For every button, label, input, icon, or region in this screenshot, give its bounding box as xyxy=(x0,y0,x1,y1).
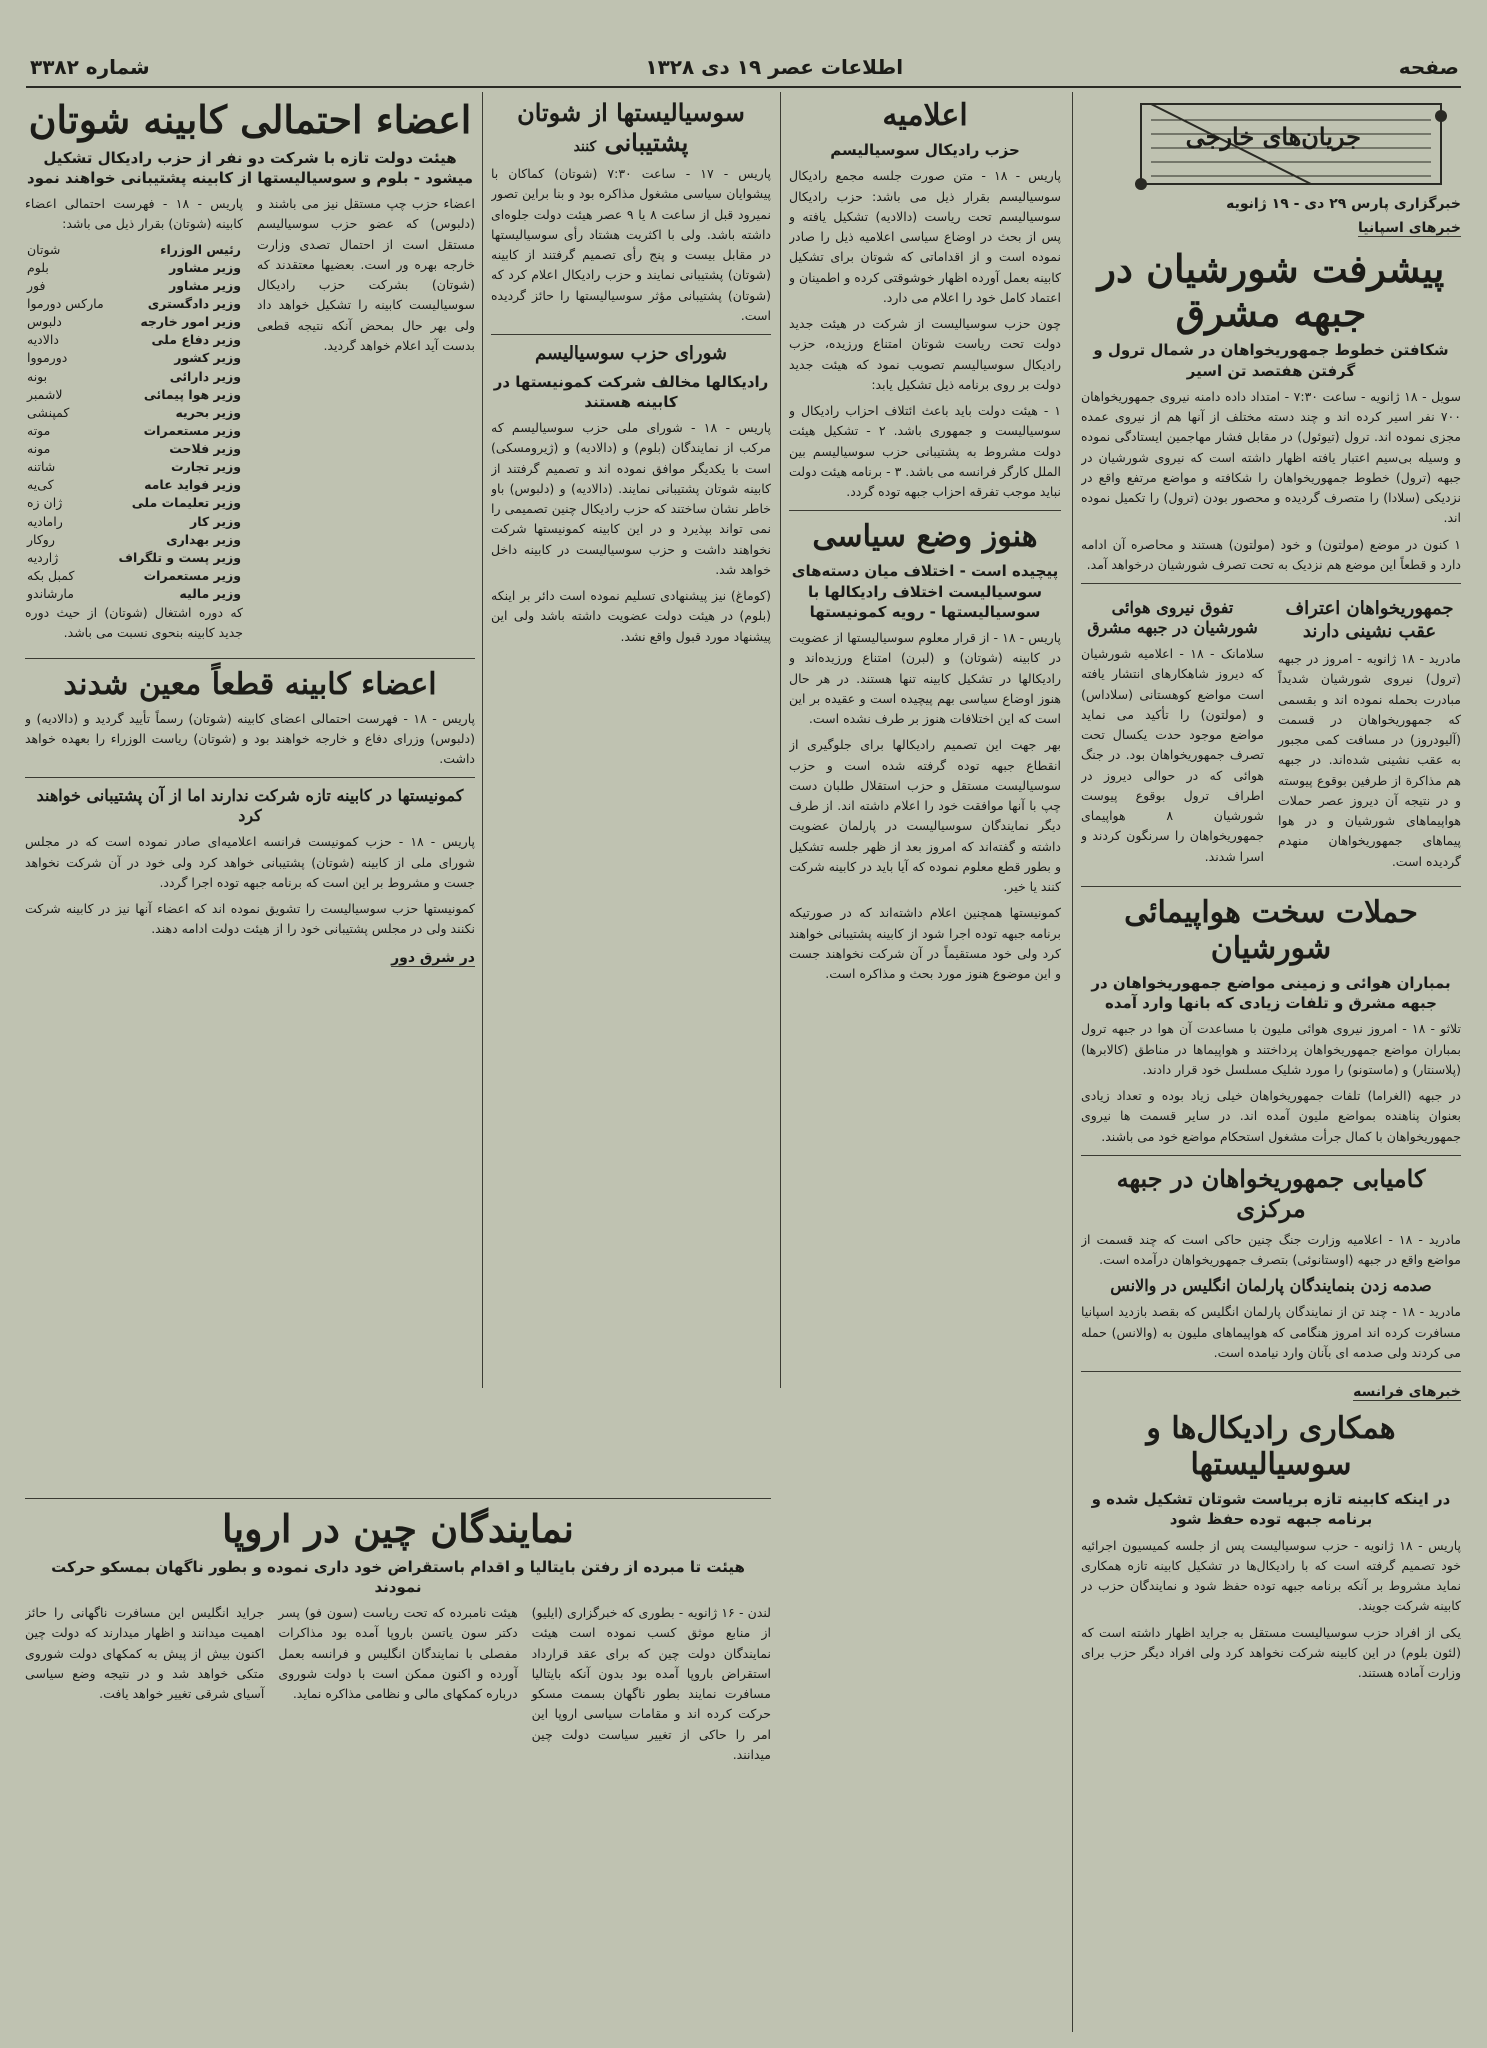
article-body: لندن - ۱۶ ژانویه - بطوری که خبرگزاری (ایلیو) از منابع موثق کسب نموده است هیئت نمایندگان دولت چین که برای عقد قرارداد استقراض باروپا آمده بود بدون آنکه بایتالیا مسافرت نمایند بطور ناگهان بسمت مسکو حرکت کرده اند و مقامات سیاسی اروپا این امر را حاکی از تغییر سیاست دولت چین میدانند. xyxy=(531,1605,771,1762)
article-body: هیئت نامبرده که تحت ریاست (سون فو) پسر دکتر سون یاتسن باروپا آمده بود مذاکرات مفصلی با نمایندگان انگلیس و فرانسه بعمل آورده و اکنون ممکن است با دولت شوروی درباره کمکهای مالی و نظامی مذاکره نماید. xyxy=(278,1605,518,1702)
divider xyxy=(491,334,771,335)
article-body: مادرید - ۱۸ - چند تن از نمایندگان پارلمان انگلیس که بقصد بازدید اسپانیا مسافرت کرده اند امروز هنگامی که هواپیماهای ملیون به (والانس) حمله می کردند ولی صدمه ای بآنان وارد نیامده است. xyxy=(1081,1304,1461,1360)
article-body: که دوره اشتغال (شوتان) از حیث دوره جدید کابینه بنحوی نسبت می باشد. xyxy=(25,605,243,641)
article-body: پاریس - ۱۸ - متن صورت جلسه مجمع رادیکال سوسیالیسم بقرار ذیل می باشد: حزب رادیکال سوسیالیسم تحت ریاست (دالادیه) تشکیل یافته و پس از بحث در اوضاع سیاسی اعلامیه ذیل را صادر نموده است و از اقداماتی که شوتان برای تشکیل کابینه بعمل آورده اظهار خوشوقتی کرده و اطمینان و اعتماد کامل خود را اعلام می دارد. xyxy=(789,168,1061,305)
divider xyxy=(25,658,475,659)
roster-role: وزیر مالیه xyxy=(179,586,241,602)
roster-row xyxy=(25,349,243,367)
article-body: کمونیستها همچنین اعلام داشته‌اند که در صورتیکه برنامه جبهه توده اجرا شود از کابینه پشتیبانی خواهند کرد ولی خود مستقیماً در آن شرکت نخواهند جست و این موضوع هنوز مورد بحث و مذاکره است. xyxy=(789,905,1061,981)
article-body: سلامانک - ۱۸ - اعلامیه شورشیان که دیروز شاهکارهای انتشار یافته است مواضع کوهستانی (سلاداس) و (مولتون) را تأکید می نماید مواضع موجود حدت یکسال تحت تصرف جمهوریخواهان بود. در جنگ هوائی که در حوالی دیروز در اطراف ترول بوقوع پیوست شورشیان ۸ هواپیمای جمهوریخواهان را سرنگون کردند و اسرا شدند. xyxy=(1081,646,1264,864)
roster-member: بونه xyxy=(27,368,48,384)
roster-member: کمبل بکه xyxy=(27,567,75,583)
roster-member: روکار xyxy=(27,531,55,547)
roster-role: وزیر تجارت xyxy=(171,459,241,475)
roster-role: وزیر بحریه xyxy=(175,404,241,420)
china-delegation-block xyxy=(25,1490,771,2030)
headline-china-delegation: نمایندگان چین در اروپا xyxy=(222,1506,574,1551)
divider xyxy=(1081,1155,1461,1156)
article-body: (کوماغ) نیز پیشنهادی تسلیم نموده است دائر بر اینکه (بلوم) در هیئت دولت عضویت داشته باشد ولی این پیشنهاد مورد قبول واقع نشد. xyxy=(491,588,771,644)
roster-role: وزیر بهداری xyxy=(166,531,241,547)
article-body: بهر جهت این تصمیم رادیکالها برای جلوگیری از انقطاع جبهه توده گرفته شده است و حزب سوسیالیست مستقل و حزب استقلال طلبان دست چپ با آنها موافقت خود را اعلام داشته اند. از طرف دیگر نمایندگان سوسیالیست در پارلمان عضویت داشته و گفته‌اند که امروز بعد از ظهر جلسه تشکیل و بطور قطع معلوم نموده که آیا باید در کابینه شرکت کنند یا خیر. xyxy=(789,737,1061,894)
subhead-radicals-socialists: در اینکه کابینه تازه بریاست شوتان تشکیل شده و برنامه جبهه توده حفظ شود xyxy=(1091,1490,1451,1529)
headline-socialist-council: شورای حزب سوسیالیسم xyxy=(534,343,728,364)
subhead-declaration: حزب رادیکال سوسیالیسم xyxy=(830,141,1020,159)
roster-role: وزیر مشاور xyxy=(169,277,241,293)
roster-role: وزیر تعلیمات ملی xyxy=(131,495,241,511)
headline-air-attacks: حملات سخت هواپیمائی شورشیان xyxy=(1124,894,1418,966)
article-body: پاریس - ۱۸ - فهرست احتمالی اعضاء کابینه (شوتان) بقرار ذیل می باشد: xyxy=(25,196,243,232)
roster-member: فور xyxy=(27,277,46,293)
column-cabinet xyxy=(25,92,475,1472)
issue-number: شماره ۳۳۸۲ xyxy=(30,55,150,79)
headline-eastern-front: پیشرفت شورشیان در جبهه مشرق xyxy=(1097,246,1445,335)
roster-member: کی‌یه xyxy=(27,477,54,493)
roster-member: موته xyxy=(27,422,51,438)
headline-political-situation: هنوز وضع سیاسی xyxy=(812,519,1038,555)
article-body: یکی از افراد حزب سوسیالیست مستقل به جراید اظهار داشته است که (لئون بلوم) در این کابینه شرکت نخواهد کرد ولی افراد دیگر حزب برای وزارت آماده هستند. xyxy=(1081,1624,1461,1681)
article-body: سویل - ۱۸ ژانویه - ساعت ۷:۳۰ - امتداد داده دامنه نیروی جمهوریخواهان ۷۰۰ نفر اسیر کرده اند و چند دسته مختلف از آنها هم از نیروی عمده مجزی نموده اند. ترول (تیوئول) در مقابل فشار مهاجمین ایستادگی نموده و وسیله بی‌سیم اعتبار یافته اظهار داشته است که نیروی شورشیان در جبهه (ترول) خطوط جمهوریخواهان را شکافته و مواضع مرتفع واقع در نزدیکی (سلادا) را متصرف گردیده و محصور بودن (ترول) را تکمیل نموده اند. xyxy=(1081,388,1461,526)
article-body: اعضاء حزب چپ مستقل نیز می باشند و (دلبوس) که عضو حزب سوسیالیسم مستقل است از احتمال تصدی وزارت خارجه بهره ور است. بعضیها معتقدند که (شوتان) بشرکت حزب رادیکال سوسیالیست کابینه را تشکیل خواهد داد ولی بهر حال بمحض آنکه نتیجه قطعی بدست آید اعلام خواهد گردید. xyxy=(257,196,475,353)
roster-row xyxy=(25,241,243,259)
section-label-spain: خبرهای اسپانیا xyxy=(1358,220,1461,236)
roster-row xyxy=(25,567,243,585)
roster-member: مارشاندو xyxy=(27,586,74,602)
column-rule xyxy=(1072,92,1073,2032)
subhead-political-situation: پیچیده است - اختلاف میان دسته‌های سوسیالیست اختلاف رادیکالها با سوسیالیستها - رویه کمونیستها xyxy=(791,562,1059,621)
roster-role: رئیس الوزراء xyxy=(160,241,241,257)
roster-role: وزیر مستعمرات xyxy=(143,422,241,438)
headline-central-front: کامیابی جمهوریخواهان در جبهه مرکزی xyxy=(1116,1163,1426,1223)
roster-member: شاتنه xyxy=(27,459,56,475)
foreign-news-masthead xyxy=(1081,96,1461,192)
roster-role: وزیر دفاع ملی xyxy=(151,332,241,348)
roster-role: وزیر مستعمرات xyxy=(143,567,241,583)
roster-member: دالادیه xyxy=(27,332,59,348)
headline-radicals-socialists: همکاری رادیکال‌ها و سوسیالیستها xyxy=(1146,1411,1396,1483)
roster-member: ژان زه xyxy=(27,495,63,511)
article-body: پاریس - ۱۸ - حزب کمونیست فرانسه اعلامیه‌ای صادر نموده است که در مجلس شورای ملی از کابینه (شوتان) پشتیبانی خواهد کرد ولی خود در آن شرکت نخواهد جست و مشروط بر این است که برنامه جبهه توده اجرا گردد. xyxy=(25,834,475,890)
roster-row xyxy=(25,440,243,458)
cabinet-two-column xyxy=(25,194,475,650)
article-body: ۱ کنون در موضع (مولتون) و خود (مولتون) هستند و محاصره آن ادامه دارد و قطعاً این موضع هم نزدیک به تحت تصرف شورشیان درخواهد آمد. xyxy=(1081,536,1461,572)
roster-role: وزیر مشاور xyxy=(169,259,241,275)
roster-member: دورمووا xyxy=(27,350,68,366)
roster-row xyxy=(25,368,243,386)
headline-republicans-retreat: جمهوریخواهان اعتراف عقب نشینی دارند xyxy=(1285,598,1454,642)
headline-cabinet-finalized: اعضاء کابینه قطعاً معین شدند xyxy=(63,666,437,702)
roster-row xyxy=(25,313,243,331)
column-socialists xyxy=(491,92,771,1472)
roster-row xyxy=(25,259,243,277)
headline-communists: کمونیستها در کابینه تازه شرکت ندارند اما از آن پشتیبانی خواهند کرد xyxy=(36,786,464,826)
roster-row xyxy=(25,513,243,531)
roster-role: وزیر پست و تلگراف xyxy=(118,549,241,565)
roster-role: وزیر فواید عامه xyxy=(144,477,241,493)
article-body: مادرید - ۱۸ ژانویه - امروز در جبهه (ترول) نیروی شورشیان شدیداً مبادرت بحمله نموده اند و بقسمی که جمهوریخواهان در قسمت (آلیودروز) در مسافت کمی مجبور به عقب نشینی شده‌اند. در جبهه هم مذاکرة از طرفین بوقوع پیوسته و در نتیجه آن دیروز عصر حملات هواپیماهای شورشیان و در هوا پیماهای جمهوریخواهان منهدم گردیده است. xyxy=(1278,651,1461,869)
paper-name-date: اطلاعات عصر ۱۹ دی ۱۳۲۸ xyxy=(645,55,904,79)
article-body: پاریس - ۱۸ ژانویه - حزب سوسیالیست پس از جلسه کمیسیون اجرائیه خود تصمیم گرفته است که با رادیکال‌ها در تشکیل کابینه تازه همکاری نماید مشروط بر آنکه برنامه جبهه توده حفظ شود و نمایندگان حزب در کابینه شرکت جویند. xyxy=(1081,1537,1461,1614)
subhead-cabinet-members: هیئت دولت تازه با شرکت دو نفر از حزب رادیکال تشکیل میشود - بلوم و سوسیالیستها از کابینه پشتیبانی خواهند نمود xyxy=(27,148,473,187)
roster-row xyxy=(25,277,243,295)
divider xyxy=(1081,1371,1461,1372)
divider xyxy=(1081,886,1461,887)
roster-role: وزیر دارائی xyxy=(169,368,241,384)
cabinet-roster xyxy=(25,241,243,604)
subhead-eastern-front: شکافتن خطوط جمهوریخواهان در شمال ترول و گرفتن هفتصد تن اسیر xyxy=(1093,341,1449,380)
headline-air-superiority: تفوق نیروی هوائی شورشیان در جبهه مشرق xyxy=(1087,598,1258,638)
section-label-france: خبرهای فرانسه xyxy=(1353,1384,1461,1401)
article-body: پاریس - ۱۸ - فهرست احتمالی اعضای کابینه (شوتان) رسماً تأیید گردید و (دالادیه) و (دلبوس) وزرای دفاع و خارجه خواهند بود و (شوتان) ریاست الوزراء را بعهده خواهد داشت. xyxy=(25,710,475,767)
roster-member: رامادیه xyxy=(27,513,63,529)
subhead-socialist-council: رادیکالها مخالف شرکت کمونیستها در کابینه هستند xyxy=(493,372,769,411)
page-label: صفحه xyxy=(1398,55,1459,79)
roster-row xyxy=(25,476,243,494)
page-header xyxy=(30,52,1459,82)
article-body: پاریس - ۱۷ - ساعت ۷:۳۰ (شوتان) کماکان با پیشوایان سیاسی مشغول مذاکره بود و بنا براین تصور نمیرود قبل از ساعت ۸ یا ۹ عصر هیئت دولت جلوه‌ای داشته باشد. ولی با اکثریت هشتاد رأی سوسیالیستها در مقابل بیست و پنج رأی تصمیم گرفتند از کابینه (شوتان) پشتیبانی نمایند و حزب رادیکال اعلام کرد که (شوتان) پشتیبانی مؤثر سوسیالیستها را حائز گردیده است. xyxy=(491,166,771,323)
article-body: تلاثو - ۱۸ - امروز نیروی هوائی ملیون با مساعدت آن هوا در جبهه ترول بمباران مواضع جمهوریخواهان پرداختند و هواپیماها در مناطق (کالابرها) (پلاسنتار) و (ماستونو) را مورد شلیک مسلسل خود قرار دادند. xyxy=(1081,1021,1461,1077)
column-foreign-news xyxy=(1081,92,1461,2032)
article-body: چون حزب سوسیالیست از شرکت در هیئت جدید دولت تحت ریاست شوتان امتناع ورزیده، حزب رادیکال سوسیالیسم تصویب نمود که هیئت جدید دولت بر روی برنامه ذیل تشکیل یابد: xyxy=(789,316,1061,392)
article-body: کمونیستها حزب سوسیالیست را تشویق نموده اند که اعضاء آنها نیز در کابینه شرکت نکنند ولی در مجلس پشتیبانی خود را از هیئت دولت ادامه دهند. xyxy=(25,901,475,937)
headline-declaration: اعلامیه xyxy=(882,98,968,133)
divider xyxy=(25,1498,771,1499)
headline-socialists-support xyxy=(491,98,771,158)
roster-row xyxy=(25,386,243,404)
roster-member: مارکس دورموا xyxy=(27,296,104,312)
divider xyxy=(25,777,475,778)
headline-british-mps: صدمه زدن بنمایندگان پارلمان انگلیس در والانس xyxy=(1110,1276,1432,1296)
article-body: پاریس - ۱۸ - از قرار معلوم سوسیالیستها از عضویت در کابینه (شوتان) و (لبرن) امتناع ورزیده‌اند و رادیکالها در تشکیل کابینه تنها هستند. در هر حال هنوز اوضاع سیاسی بهم پیچیده است و عقیده بر این است که این اختلافات هنوز بر طرف نشده است. xyxy=(789,630,1061,726)
roster-role: وزیر امور خارجه xyxy=(140,314,241,330)
roster-role: وزیر دادگستری xyxy=(147,296,241,312)
headline-cabinet-members: اعضاء احتمالی کابینه شوتان xyxy=(28,97,472,142)
roster-role: وزیر هوا پیمائی xyxy=(143,386,241,402)
column-rule xyxy=(780,92,781,1388)
roster-member: لاشمبر xyxy=(27,386,63,402)
roster-row xyxy=(25,585,243,603)
divider xyxy=(1081,583,1461,584)
subhead-air-attacks: بمباران هوائی و زمینی مواضع جمهوریخواهان در جبهه مشرق و تلفات زیادی که بانها وارد آمده xyxy=(1091,973,1451,1013)
foreign-news-title: جریان‌های خارجی xyxy=(1185,122,1361,151)
roster-member: شوتان xyxy=(27,241,61,257)
roster-row xyxy=(25,494,243,512)
roster-row xyxy=(25,404,243,422)
roster-member: مونه xyxy=(27,441,51,457)
section-label-far-east: در شرق دور xyxy=(391,949,475,966)
roster-member: ژاردیه xyxy=(27,549,59,565)
article-body: مادرید - ۱۸ - اعلامیه وزارت جنگ چنین حاکی است که چند قسمت از مواضع واقع در جبهه (اوستانوئی) بتصرف جمهوریخواهان درآمده است. xyxy=(1081,1231,1461,1268)
column-rule xyxy=(482,92,483,1388)
roster-row xyxy=(25,531,243,549)
article-body: جراید انگلیس این مسافرت ناگهانی را حائز اهمیت میدانند و اظهار میدارند که دولت چین اکنون بیش از پیش به کمکهای دولت شوروی متکی خواهد شد و در نتیجه وضع سیاسی آسیای شرقی تغییر خواهد یافت. xyxy=(25,1605,265,1702)
roster-row xyxy=(25,295,243,313)
subhead-china-delegation: هیئت تا مبرده از رفتن بایتالیا و اقدام باستقراض خود داری نموده و بطور ناگهان بمسکو حرکت نمودند xyxy=(51,1557,745,1596)
headline-main: سوسیالیستها از شوتان پشتیبانی xyxy=(517,98,745,157)
article-body: در جبهه (الغراما) تلفات جمهوریخواهان خیلی زیاد بوده و تعداد زیادی بعنوان پناهنده بمواضع ملیون آمده اند. در سایر قسمت ها نیروی جمهوریخواهان با کمال جرأت مشغول استحکام مواضع خود می باشند. xyxy=(1081,1088,1461,1144)
roster-row xyxy=(25,331,243,349)
headline-tail: کنند xyxy=(573,139,597,155)
two-column-block xyxy=(1081,592,1461,878)
roster-member: بلوم xyxy=(27,259,49,275)
roster-row xyxy=(25,549,243,567)
roster-row xyxy=(25,458,243,476)
article-body: ۱ - هیئت دولت باید باعث ائتلاف احزاب رادیکال و سوسیالیست و جمهوری باشد. ۲ - تشکیل هیئت دولت مشروط به پشتیبانی حزب سوسیالیسم بین الملل کارگر فرانسه می باشد. ۳ - برنامه هیئت دولت نباید موجب تفرقه احزاب جبهه توده گردد. xyxy=(789,403,1061,499)
roster-role: وزیر فلاحت xyxy=(169,441,241,457)
header-rule xyxy=(26,86,1461,88)
roster-role: وزیر کار xyxy=(190,513,241,529)
divider xyxy=(789,510,1061,511)
dateline: خبرگزاری پارس ۲۹ دی - ۱۹ ژانویه xyxy=(1226,196,1461,212)
roster-member: کمپنشی xyxy=(27,404,70,420)
china-three-column xyxy=(25,1603,771,1771)
roster-role: وزیر کشور xyxy=(174,350,241,366)
column-declaration xyxy=(789,92,1061,2032)
article-body: پاریس - ۱۸ - شورای ملی حزب سوسیالیسم که مرکب از نمایندگان (بلوم) و (دالادیه) و (ژیرومسکی) است با یکدیگر موافق نموده اند و تصمیم گرفتند از کابینه شوتان پشتیبانی نمایند. (دالادیه) و (دلبوس) باو خاطر نشان ساختند که حزب رادیکال چنین تصمیمی را نمی تواند بپذیرد و در این کابینه کمونیستها شرکت نخواهند داشت و حزب سوسیالیست در کابینه داخل خواهد شد. xyxy=(491,420,771,577)
roster-row xyxy=(25,422,243,440)
roster-member: دلبوس xyxy=(27,314,62,330)
